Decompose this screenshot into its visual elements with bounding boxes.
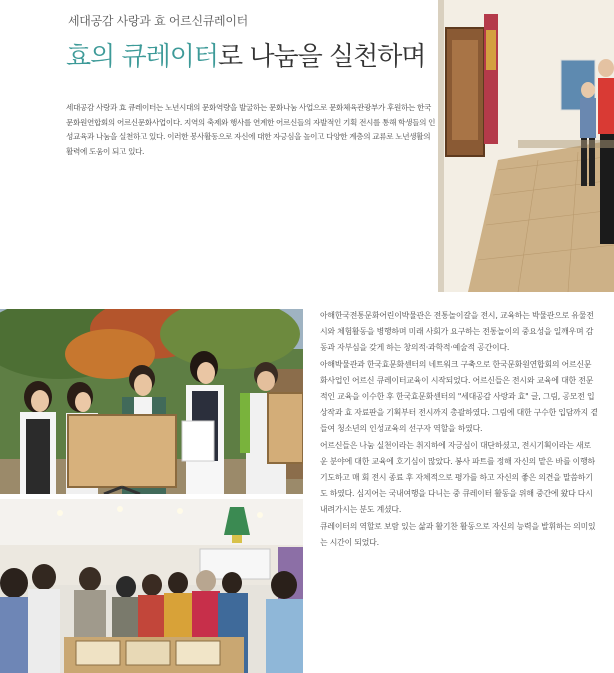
headline-rest: 로 나눔을 실천하며 xyxy=(217,42,426,72)
article-body xyxy=(320,308,598,551)
headline-accent: 효의 큐레이터 xyxy=(66,42,218,72)
article-headline xyxy=(66,36,425,73)
body-paragraph-2: 아해박물관과 한국효문화센터의 네트워크 구축으로 한국문화원연합회의 어르신문화사업인 어르신 큐레이터교육이 시작되었다. 어르신들은 전시와 교육에 대한 전문적인 교육을 이수한 후 한국효문화센터의 "세대공감 사랑과 효" 글, 그림, 공모전 입상작과 효 자료판을 기획부터 전시까지 총괄하였다. 그림에 대한 구수한 입담까지 곁들여 청소년의 인성교육의 선구자 역할을 하였다. xyxy=(320,359,598,434)
intro-paragraph: 세대공감 사랑과 효 큐레이터는 노년시대의 문화역량을 발굴하는 문화나눔 사업으로 문화체육관광부가 후원하는 한국문화원연합회의 어르신문화사업이다. 지역의 축제와 행사를 연계한 어르신들의 자발적인 기획 전시를 통해 학생들의 인성교육과 나눔을 실천하고 있다. 이러한 봉사활동으로 자신에 대한 자긍심을 높이고 다양한 계층의 교류로 노년생활의 활력에 도움이 되고 있다. xyxy=(66,103,436,156)
body-paragraph-3: 어르신들은 나눔 실천이라는 취지하에 자긍심이 대단하셨고, 전시기획이라는 새로운 분야에 대한 교육에 호기심이 많았다. 봉사 파트를 정해 자신의 맡은 바를 이행하기도하고 매 회 전시 종료 후 자체적으로 평가를 하고 자신의 좋은 의견을 말씀하기도 하였다. 심지어는 국내여행을 다니는 중 큐레이터 활동을 위해 중간에 왔다 다시 내려가시는 분도 계셨다. xyxy=(320,440,595,515)
body-paragraph-1: 아해한국전통문화어린이박물관은 전통놀이갈을 전시, 교육하는 박물관으로 유물전시와 체험활동을 병행하며 미래 사회가 요구하는 전통놀이의 중요성을 일깨우며 감동과 자부심을 갖게 하는 창의적·과학적·예술적 공간이다. xyxy=(320,311,594,353)
seniors-classroom-photo xyxy=(0,499,303,673)
section-kicker: 세대공감 사랑과 효 어르신큐레이터 xyxy=(68,14,248,28)
body-paragraph-4: 큐레이터의 역할로 보람 있는 삶과 활기찬 활동으로 자신의 능력을 발휘하는 의미있는 시간이 되었다. xyxy=(320,521,596,547)
students-easel-photo xyxy=(0,309,303,494)
gallery-hallway-photo xyxy=(438,0,614,292)
